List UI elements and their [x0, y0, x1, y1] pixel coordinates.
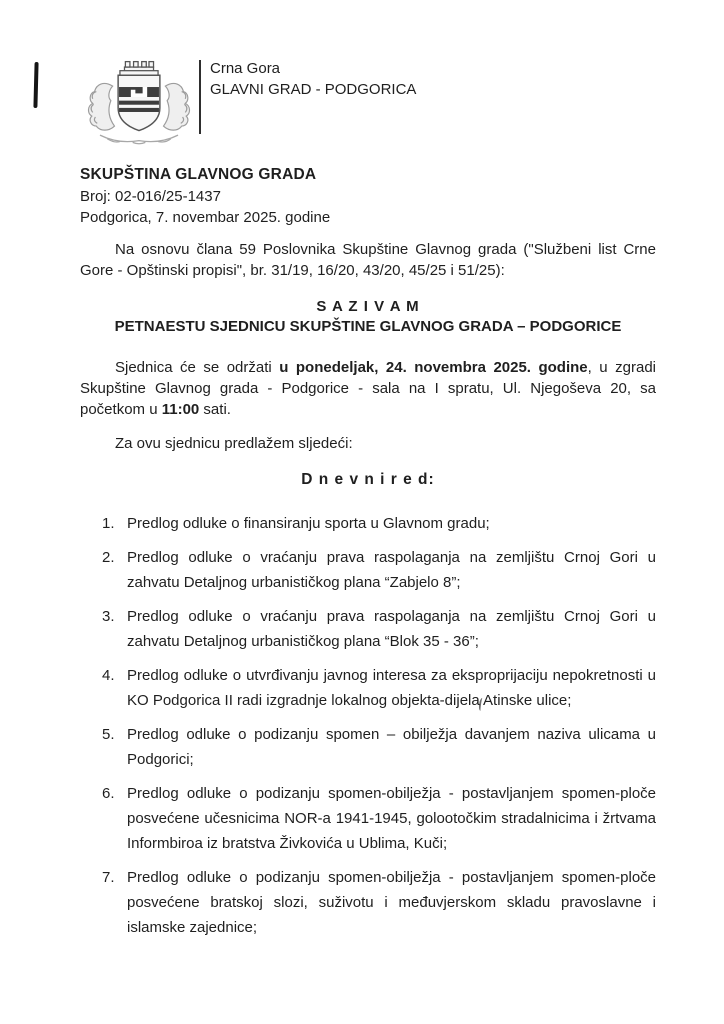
agenda-item-number: 5.	[102, 726, 115, 743]
agenda-item-1	[102, 511, 656, 536]
agenda-item-number: 2.	[102, 549, 115, 566]
header-country: Crna Gora	[210, 60, 281, 77]
agenda-item-number: 3.	[102, 608, 115, 625]
doc-place-date: Podgorica, 7. novembar 2025. godine	[80, 209, 331, 226]
agenda-item-7	[102, 865, 656, 940]
document-content	[80, 56, 656, 949]
agenda-item-text: Predlog odluke o vraćanju prava raspolaganja na zemljištu Crnoj Gori u zahvatu Detaljnog urbanističkog plana “Blok 35 - 36”;	[127, 608, 656, 650]
meeting-date-bold: u ponedeljak, 24. novembra 2025. godine	[279, 359, 588, 376]
agenda-item-3	[102, 604, 656, 654]
agenda-item-text: Predlog odluke o podizanju spomen-obilježja - postavljanjem spomen-ploče posvećene bratskoj slozi, suživotu i međuvjerskom skladu pravoslavne i islamske zajednice;	[127, 869, 656, 936]
agenda-item-2	[102, 545, 656, 595]
legal-basis-paragraph: Na osnovu člana 59 Poslovnika Skupštine Glavnog grada ("Službeni list Crne Gore - Opštinski propisi", br. 31/19, 16/20, 43/20, 45/25 i 51/25):	[80, 241, 656, 279]
agenda-item-number: 6.	[102, 785, 115, 802]
convene-title: S A Z I V A M	[316, 298, 420, 315]
agenda-item-text: Predlog odluke o finansiranju sporta u Glavnom gradu;	[127, 515, 490, 532]
meeting-text-2: , u zgradi Skupštine Glavnog grada - Podgorice - sala na I spratu, Ul. Njegoševa 20, sa početkom u	[80, 359, 656, 418]
meeting-text-3: sati.	[199, 401, 231, 418]
meeting-paragraph	[80, 357, 656, 420]
header-city: GLAVNI GRAD - PODGORICA	[210, 81, 417, 98]
scan-artifact-mark	[33, 62, 38, 108]
agenda-item-text: Predlog odluke o utvrđivanju javnog interesa za eksproprijaciju nepokretnosti u KO Podgorica II radi izgradnje lokalnog objekta-dijela Atinske ulice;	[127, 667, 656, 709]
document-header	[80, 56, 656, 152]
podgorica-coat-of-arms-icon	[80, 56, 198, 148]
doc-number: Broj: 02-016/25-1437	[80, 188, 221, 205]
org-name: SKUPŠTINA GLAVNOG GRADA	[80, 166, 317, 183]
agenda-item-text: Predlog odluke o vraćanju prava raspolaganja na zemljištu Crnoj Gori u zahvatu Detaljnog urbanističkog plana “Zabjelo 8”;	[127, 549, 656, 591]
meeting-time-bold: 11:00	[161, 401, 200, 418]
convene-subtitle: PETNAESTU SJEDNICU SKUPŠTINE GLAVNOG GRADA – PODGORICE	[114, 318, 622, 335]
header-text	[201, 56, 416, 100]
agenda-item-6	[102, 781, 656, 856]
agenda-item-text: Predlog odluke o podizanju spomen-obilježja - postavljanjem spomen-ploče posvećene učesnicima NOR-a 1941-1945, golootočkim stradalnicima i žrtvama Informbiroa iz bratstva Živkovića u Ublima, Kuči;	[127, 785, 656, 852]
agenda-item-text: Predlog odluke o podizanju spomen – obilježja davanjem naziva ulicama u Podgorici;	[127, 726, 656, 768]
proposal-intro: Za ovu sjednicu predlažem sljedeći:	[115, 435, 353, 452]
agenda-item-5	[102, 722, 656, 772]
agenda-item-number: 7.	[102, 869, 115, 886]
agenda-title: D n e v n i r e d:	[301, 471, 435, 488]
meeting-text-1: Sjednica će se održati	[115, 359, 280, 376]
agenda-item-number: 4.	[102, 667, 115, 684]
agenda-item-number: 1.	[102, 515, 115, 532]
agenda-item-4	[102, 663, 656, 713]
agenda-list	[80, 511, 656, 940]
